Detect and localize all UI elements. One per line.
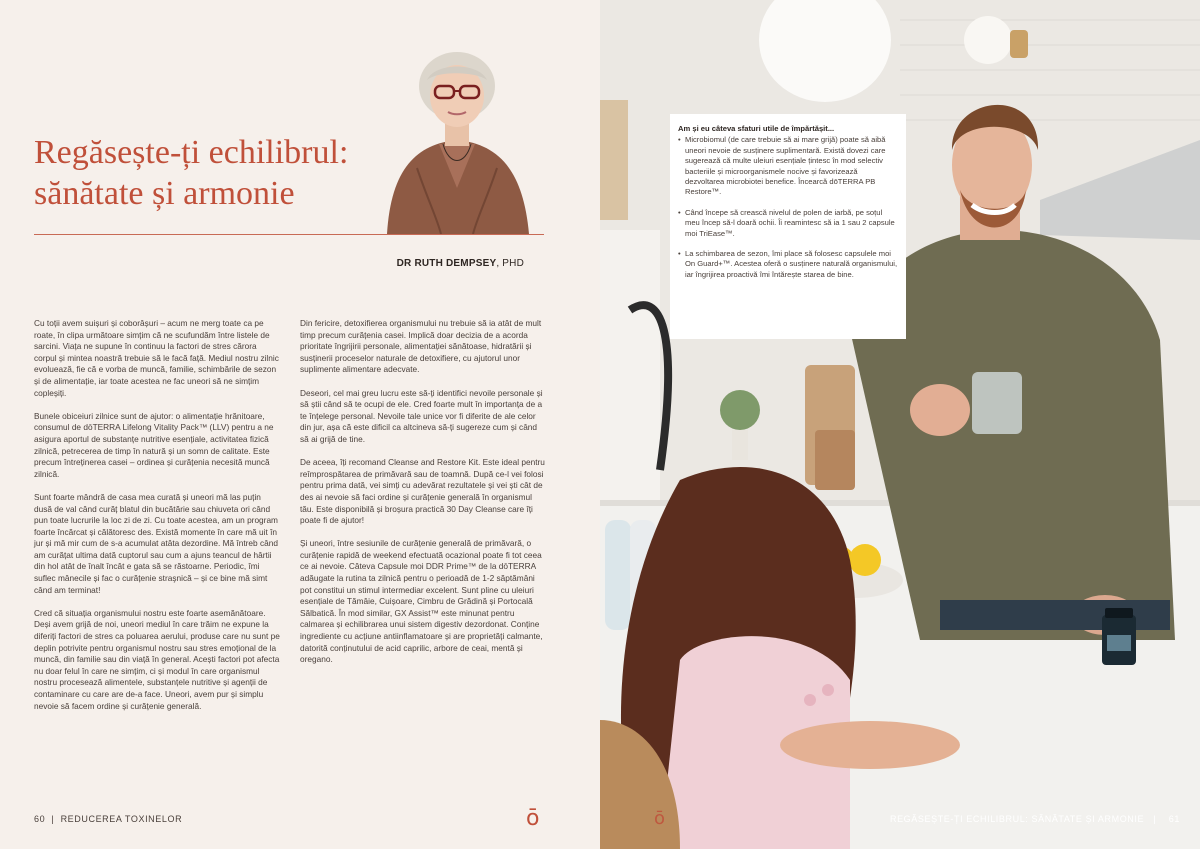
brand-logo-icon: ō [526,806,540,831]
paragraph: Deseori, cel mai greu lucru este să-ți identifici nevoile personale și să știi când să te ocupi de ele. Cred foarte mult în importanța de a te înțelege personal. Nevoile tale unice vor fi diferite de ale celor din jur, așa că este dificil ca altcineva să-ți sugereze cum și când să ai grijă de tine. [300,387,543,444]
author-portrait-illustration [377,48,537,234]
tips-list [678,135,898,280]
title-line-1: Regăsește-ți echilibrul: [34,134,349,171]
title-line-2: sănătate și armonie [34,175,295,212]
paragraph: De aceea, îți recomand Cleanse and Restore Kit. Este ideal pentru reîmprospătarea de primăvară sau de toamnă. După ce-l vei folosi pentru prima dată, vei simți cu adevărat rezultatele și vei ști cât de des ai nevoie să faci ordine și curățenie generală în organismul tău. Este disponibilă și broșura practică 30 Day Cleanse care îți poate fi de ajutor! [300,457,545,526]
footer-separator: | [1153,814,1157,824]
article-title [34,132,384,214]
paragraph: Cred că situația organismului nostru este foarte asemănătoare. Deși avem grijă de noi, uneori mediul în care trăim ne expune la diferiți factori de stres ca poluarea aerului, produse care nu sunt pe deplin potrivite pentru organismul nostru sau stres emoțional de la muncă, din familie sau din viață în general. Acești factori pot afecta nu doar felul în care ne simțim, ci și modul în care organismul nostru procesează alimentele, substanțele nutritive și agenții de contaminare cu care are de-a face. Uneori, avem pur și simplu nevoie să facem ordine și curățenie generală. [34,607,280,711]
paragraph: Din fericire, detoxifierea organismului nu trebuie să ia atât de mult timp precum curățenia casei. Implică doar decizia de a acorda prioritate îngrijirii personale, alimentației sănătoase, hidratării și susținerii proceselor naturale de detoxifiere, cu ajutorul unor suplimente alimentare adecvate. [300,318,542,375]
right-page [600,0,1200,849]
title-divider [34,234,544,235]
footer-separator: | [51,814,55,824]
tip-item: • La schimbarea de sezon, îmi place să folosesc capsulele moi On Guard+™. Acestea oferă o susținere naturală organismului, iar îngrijirea proactivă îmi întărește starea de bine. [678,249,898,280]
page-number-right: 61 [1168,814,1180,824]
tip-item: • Microbiomul (de care trebuie să ai mare grijă) poate să aibă uneori nevoie de susținere suplimentară. Există dovezi care sugerează că multe uleiuri esențiale țintesc în mod selectiv bacteriile și microorganismele nocive și favorizează dezvoltarea microbiotei benefice. Încearcă dōTERRA PB Restore™. [678,135,898,197]
brand-logo-icon: ō [654,808,666,829]
left-footer [34,814,182,824]
article-column-1 [34,318,280,724]
paragraph: Bunele obiceiuri zilnice sunt de ajutor: o alimentație hrănitoare, consumul de dōTERRA Lifelong Vitality Pack™ (LLV) pentru a ne asigura aportul de substanțe nutritive esențiale, activitatea fizică zilnică, petrecerea de timp în natură și un somn de calitate. Este precum întreținerea casei – ordinea și curățenia necesită muncă zilnică. [34,410,274,479]
tip-item: • Când începe să crească nivelul de polen de iarbă, pe soțul meu încep să-l doară ochii. Îi reamintesc să ia 1 sau 2 capsule moi TriEase™. [678,208,898,239]
page-number-left: 60 [34,814,46,824]
article-column-2 [300,318,546,677]
author-byline [300,258,524,269]
paragraph: Cu toții avem suișuri și coborâșuri – acum ne merg toate ca pe roate, în clipa următoare simțim că ne scufundăm între listele de sarcini. Viața ne supune în continuu la factori de stres cărora corpul și mintea noastră trebuie să le facă față. Mediul nostru zilnic evoluează, fie că e vorba de muncă, familie, schimbările de sezon și de alimentație, iar toate acestea ne fac uneori să ne simțim copleșiți. [34,318,279,398]
running-title: REGĂSEȘTE-ȚI ECHILIBRUL: SĂNĂTATE ȘI ARMONIE [889,814,1145,824]
paragraph: Și uneori, între sesiunile de curățenie generală de primăvară, o curățenie rapidă de weekend efectuată ocazional poate fi tot ceea ce ai nevoie. Câteva Capsule moi DDR Prime™ de la dōTERRA adăugate la rutina ta zilnică pentru o perioadă de 1-2 săptămâni pot constitui un stimul intermediar excelent. Sunt pline cu uleiuri esențiale de Tămâie, Cuișoare, Cimbru de Grădină și Portocală Sălbatică. În mod similar, GX Assist™ este minunat pentru calmarea și echilibrarea unui sistem digestiv dezordonat. Conține ingrediente cu acțiune antiinflamatoare și are proprietăți calmante, datorită conținutului de acid caprilic, arbore de ceai, mentă și oregano. [300,538,543,665]
author-name: DR RUTH DEMPSEY [396,258,497,269]
author-portrait [377,48,537,234]
tips-heading: Am și eu câteva sfaturi utile de împărtășit... [678,124,835,133]
paragraph: Sunt foarte mândră de casa mea curată și uneori mă las puțin dusă de val când curăț blatul din bucătărie sau chiuveta ori când pun toate lucrurile la loc zi de zi. Cu toate acestea, am un program foarte încărcat și călătoresc des. Există momente în care mă uit în jur și mă mir cum de s-a acumulat atâta dezordine. Mă întreb când am curățat ultima dată cuptorul sau cum a ajuns teancul de hârtii din hol atât de înalt încât e gata să se răstoarne. Periodic, îmi suflec mânecile și fac o curățenie straşnică – și ce bine mă simt când am terminat! [34,491,278,595]
section-name: REDUCEREA TOXINELOR [60,814,183,824]
author-suffix: , PHD [496,258,524,269]
tips-box [670,114,906,339]
right-footer [870,814,1180,824]
